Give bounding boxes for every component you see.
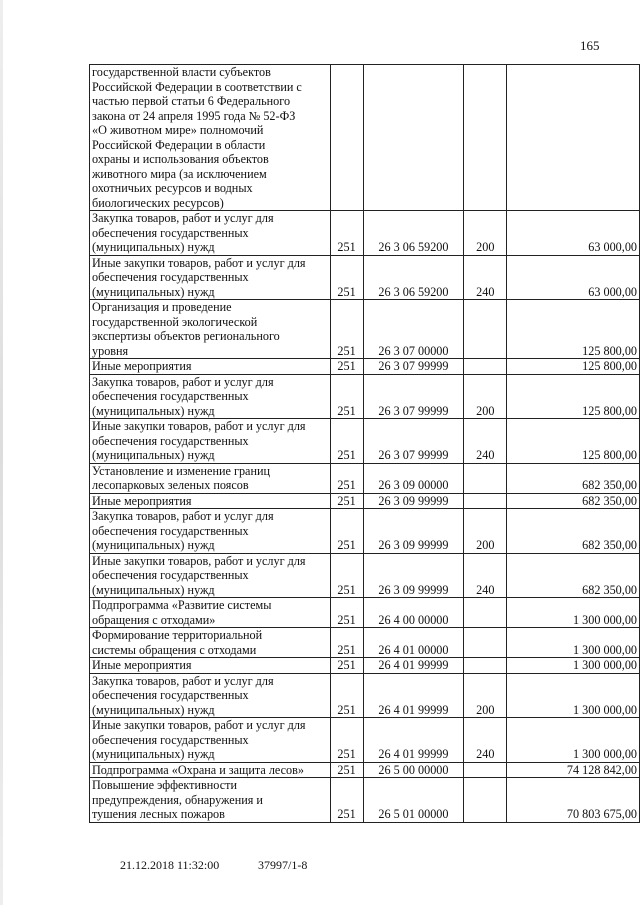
table-row xyxy=(90,673,640,718)
row-name: Закупка товаров, работ и услуг для обеспечения государственных (муниципальных) нужд xyxy=(90,509,331,554)
row-amount: 1 300 000,00 xyxy=(507,658,640,674)
table-row xyxy=(90,359,640,375)
row-gr-code: 251 xyxy=(330,658,363,674)
row-name: Иные закупки товаров, работ и услуг для обеспечения государственных (муниципальных) нужд xyxy=(90,255,331,300)
table-row xyxy=(90,211,640,256)
row-csr-code: 26 4 01 99999 xyxy=(363,673,464,718)
row-csr-code: 26 3 09 00000 xyxy=(363,463,464,493)
table-row xyxy=(90,374,640,419)
row-amount: 1 300 000,00 xyxy=(507,598,640,628)
row-gr-code: 251 xyxy=(330,762,363,778)
table-row xyxy=(90,255,640,300)
row-name: Иные мероприятия xyxy=(90,493,331,509)
table-row xyxy=(90,493,640,509)
row-vr-code xyxy=(464,300,507,359)
row-vr-code: 240 xyxy=(464,718,507,763)
row-csr-code: 26 3 07 99999 xyxy=(363,419,464,464)
row-amount: 1 300 000,00 xyxy=(507,628,640,658)
row-amount: 70 803 675,00 xyxy=(507,778,640,823)
row-vr-code xyxy=(464,493,507,509)
row-csr-code: 26 4 00 00000 xyxy=(363,598,464,628)
row-csr-code: 26 3 07 99999 xyxy=(363,359,464,375)
row-vr-code xyxy=(464,628,507,658)
row-csr-code: 26 3 09 99999 xyxy=(363,509,464,554)
row-vr-code: 200 xyxy=(464,211,507,256)
row-csr-code: 26 4 01 99999 xyxy=(363,658,464,674)
row-name: Подпрограмма «Охрана и защита лесов» xyxy=(90,762,331,778)
row-amount: 682 350,00 xyxy=(507,493,640,509)
table-row xyxy=(90,718,640,763)
row-vr-code: 240 xyxy=(464,255,507,300)
row-vr-code: 240 xyxy=(464,419,507,464)
row-gr-code: 251 xyxy=(330,300,363,359)
page-number: 165 xyxy=(580,38,600,53)
row-amount: 63 000,00 xyxy=(507,211,640,256)
row-gr-code: 251 xyxy=(330,359,363,375)
row-vr-code: 200 xyxy=(464,509,507,554)
row-vr-code xyxy=(464,762,507,778)
row-name: Закупка товаров, работ и услуг для обеспечения государственных (муниципальных) нужд xyxy=(90,211,331,256)
table-row xyxy=(90,658,640,674)
row-amount: 125 800,00 xyxy=(507,359,640,375)
table-row xyxy=(90,598,640,628)
row-gr-code: 251 xyxy=(330,778,363,823)
table-row xyxy=(90,553,640,598)
row-csr-code: 26 3 06 59200 xyxy=(363,255,464,300)
row-gr-code: 251 xyxy=(330,463,363,493)
row-amount: 1 300 000,00 xyxy=(507,718,640,763)
row-gr-code: 251 xyxy=(330,211,363,256)
row-name: Иные мероприятия xyxy=(90,359,331,375)
row-name: Подпрограмма «Развитие системы обращения с отходами» xyxy=(90,598,331,628)
row-name: Закупка товаров, работ и услуг для обеспечения государственных (муниципальных) нужд xyxy=(90,673,331,718)
row-vr-code xyxy=(464,65,507,211)
budget-table xyxy=(89,64,640,823)
row-amount: 682 350,00 xyxy=(507,509,640,554)
row-gr-code: 251 xyxy=(330,718,363,763)
row-name: Организация и проведение государственной экологической экспертизы объектов регионального уровня xyxy=(90,300,331,359)
table-row xyxy=(90,65,640,211)
row-name: Иные мероприятия xyxy=(90,658,331,674)
row-csr-code: 26 4 01 00000 xyxy=(363,628,464,658)
row-vr-code xyxy=(464,463,507,493)
row-csr-code: 26 3 07 00000 xyxy=(363,300,464,359)
row-amount: 125 800,00 xyxy=(507,300,640,359)
table-row xyxy=(90,463,640,493)
footer-document-code: 37997/1-8 xyxy=(258,858,308,872)
row-vr-code xyxy=(464,658,507,674)
row-gr-code: 251 xyxy=(330,673,363,718)
row-csr-code: 26 3 09 99999 xyxy=(363,553,464,598)
row-gr-code: 251 xyxy=(330,493,363,509)
row-csr-code: 26 5 01 00000 xyxy=(363,778,464,823)
table-row xyxy=(90,509,640,554)
row-amount: 682 350,00 xyxy=(507,553,640,598)
table-row xyxy=(90,762,640,778)
row-csr-code xyxy=(363,65,464,211)
row-vr-code xyxy=(464,359,507,375)
row-gr-code xyxy=(330,65,363,211)
row-vr-code xyxy=(464,778,507,823)
row-gr-code: 251 xyxy=(330,419,363,464)
table-row xyxy=(90,628,640,658)
row-name: Формирование территориальной системы обращения с отходами xyxy=(90,628,331,658)
row-name: Иные закупки товаров, работ и услуг для обеспечения государственных (муниципальных) нужд xyxy=(90,718,331,763)
row-name: Иные закупки товаров, работ и услуг для обеспечения государственных (муниципальных) нужд xyxy=(90,419,331,464)
row-vr-code xyxy=(464,598,507,628)
table-row xyxy=(90,419,640,464)
row-name: Закупка товаров, работ и услуг для обеспечения государственных (муниципальных) нужд xyxy=(90,374,331,419)
table-row xyxy=(90,778,640,823)
row-amount: 125 800,00 xyxy=(507,419,640,464)
row-csr-code: 26 3 06 59200 xyxy=(363,211,464,256)
row-gr-code: 251 xyxy=(330,509,363,554)
scan-edge-shadow xyxy=(0,0,3,905)
row-gr-code: 251 xyxy=(330,553,363,598)
row-name: Иные закупки товаров, работ и услуг для обеспечения государственных (муниципальных) нужд xyxy=(90,553,331,598)
row-gr-code: 251 xyxy=(330,255,363,300)
row-gr-code: 251 xyxy=(330,628,363,658)
row-name: Установление и изменение границ лесопарковых зеленых поясов xyxy=(90,463,331,493)
table-row xyxy=(90,300,640,359)
row-amount xyxy=(507,65,640,211)
row-amount: 682 350,00 xyxy=(507,463,640,493)
row-amount: 74 128 842,00 xyxy=(507,762,640,778)
row-name: государственной власти субъектов Российской Федерации в соответствии с частью первой статьи 6 Федерального закона от 24 апреля 1995 года № 52-ФЗ «О животном мире» полномочий Российской Федерации в области охраны и использования объектов животного мира (за исключением охотничьих ресурсов и водных биологических ресурсов) xyxy=(90,65,331,211)
footer-timestamp: 21.12.2018 11:32:00 xyxy=(120,858,220,872)
row-csr-code: 26 3 09 99999 xyxy=(363,493,464,509)
row-vr-code: 200 xyxy=(464,673,507,718)
row-name: Повышение эффективности предупреждения, обнаружения и тушения лесных пожаров xyxy=(90,778,331,823)
row-vr-code: 200 xyxy=(464,374,507,419)
row-csr-code: 26 4 01 99999 xyxy=(363,718,464,763)
row-gr-code: 251 xyxy=(330,374,363,419)
row-amount: 1 300 000,00 xyxy=(507,673,640,718)
row-gr-code: 251 xyxy=(330,598,363,628)
row-csr-code: 26 5 00 00000 xyxy=(363,762,464,778)
row-amount: 125 800,00 xyxy=(507,374,640,419)
row-vr-code: 240 xyxy=(464,553,507,598)
row-amount: 63 000,00 xyxy=(507,255,640,300)
row-csr-code: 26 3 07 99999 xyxy=(363,374,464,419)
